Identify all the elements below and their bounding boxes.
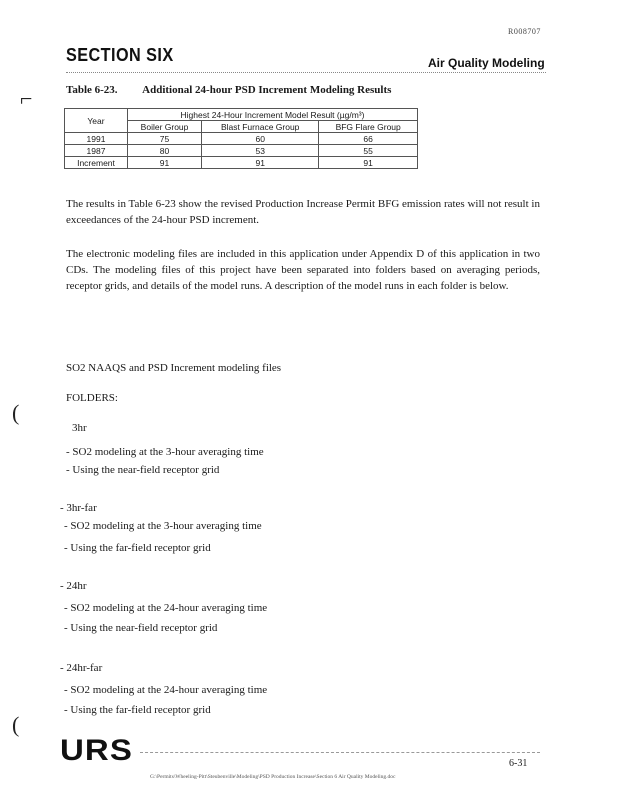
folder-name: - 24hr bbox=[60, 580, 87, 592]
table-caption-title: Additional 24-hour PSD Increment Modeling Results bbox=[142, 84, 392, 96]
column-header: Blast Furnace Group bbox=[202, 121, 319, 133]
table-cell: 91 bbox=[319, 157, 418, 169]
section-title: SECTION SIX bbox=[66, 45, 174, 65]
table-cell: 1987 bbox=[65, 145, 128, 157]
binder-hole-mark: ( bbox=[12, 712, 20, 737]
files-heading: SO2 NAAQS and PSD Increment modeling files bbox=[66, 362, 282, 374]
table-cell: 91 bbox=[202, 157, 319, 169]
folder-name: - 24hr-far bbox=[60, 662, 103, 674]
table-cell: 66 bbox=[319, 133, 418, 145]
folder-detail: - SO2 modeling at the 3-hour averaging time bbox=[64, 520, 262, 532]
table-cell: 55 bbox=[319, 145, 418, 157]
folder-detail: - SO2 modeling at the 24-hour averaging time bbox=[64, 684, 268, 696]
year-header: Year bbox=[65, 109, 128, 133]
page-number: 6-31 bbox=[509, 758, 528, 769]
folder-detail: - Using the far-field receptor grid bbox=[64, 704, 211, 716]
folder-detail: - SO2 modeling at the 3-hour averaging time bbox=[66, 446, 264, 458]
results-paragraph: The results in Table 6-23 show the revised Production Increase Permit BFG emission rates will not result in exceedances of the 24-hour PSD increment. bbox=[66, 198, 540, 226]
folder-name: - 3hr-far bbox=[60, 502, 97, 514]
table-row bbox=[65, 133, 418, 145]
table-header-row bbox=[65, 109, 418, 121]
binder-hole-mark: ⌐ bbox=[20, 86, 33, 111]
group-header: Highest 24-Hour Increment Model Result (µg/m³) bbox=[128, 109, 418, 121]
binder-hole-mark: ( bbox=[12, 400, 20, 425]
files-paragraph: The electronic modeling files are included in this application under Appendix D of this application in two CDs. The modeling files of this project have been separated into folders based on averaging periods, receptor grids, and details of the model runs. A description of the model runs in each folder is below. bbox=[66, 248, 540, 292]
document-reference-code: R008707 bbox=[508, 27, 541, 36]
table-cell: Increment bbox=[65, 157, 128, 169]
section-subject: Air Quality Modeling bbox=[428, 56, 545, 70]
folder-detail: - Using the far-field receptor grid bbox=[64, 542, 211, 554]
folder-detail: - SO2 modeling at the 24-hour averaging time bbox=[64, 602, 268, 614]
urs-logo: URS bbox=[60, 734, 133, 767]
table-caption-label: Table 6-23. bbox=[66, 84, 118, 96]
table-caption bbox=[66, 84, 391, 96]
folder-detail: - Using the near-field receptor grid bbox=[66, 464, 220, 476]
folder-detail: - Using the near-field receptor grid bbox=[64, 622, 218, 634]
table-cell: 75 bbox=[128, 133, 202, 145]
table-cell: 60 bbox=[202, 133, 319, 145]
footer-file-path: G:\Permits\Wheeling-Pitt\Steubenville\Modeling\PSD Production Increase\Section 6 Air Quality Modeling.doc bbox=[150, 774, 396, 780]
table-row bbox=[65, 157, 418, 169]
footer-rule bbox=[140, 752, 540, 753]
folders-label: FOLDERS: bbox=[66, 392, 118, 404]
header-rule bbox=[66, 72, 546, 74]
table-cell: 1991 bbox=[65, 133, 128, 145]
results-table bbox=[64, 108, 418, 169]
folder-name: 3hr bbox=[72, 422, 87, 434]
column-header: Boiler Group bbox=[128, 121, 202, 133]
column-header: BFG Flare Group bbox=[319, 121, 418, 133]
table-row bbox=[65, 145, 418, 157]
table-cell: 53 bbox=[202, 145, 319, 157]
table-cell: 91 bbox=[128, 157, 202, 169]
table-cell: 80 bbox=[128, 145, 202, 157]
